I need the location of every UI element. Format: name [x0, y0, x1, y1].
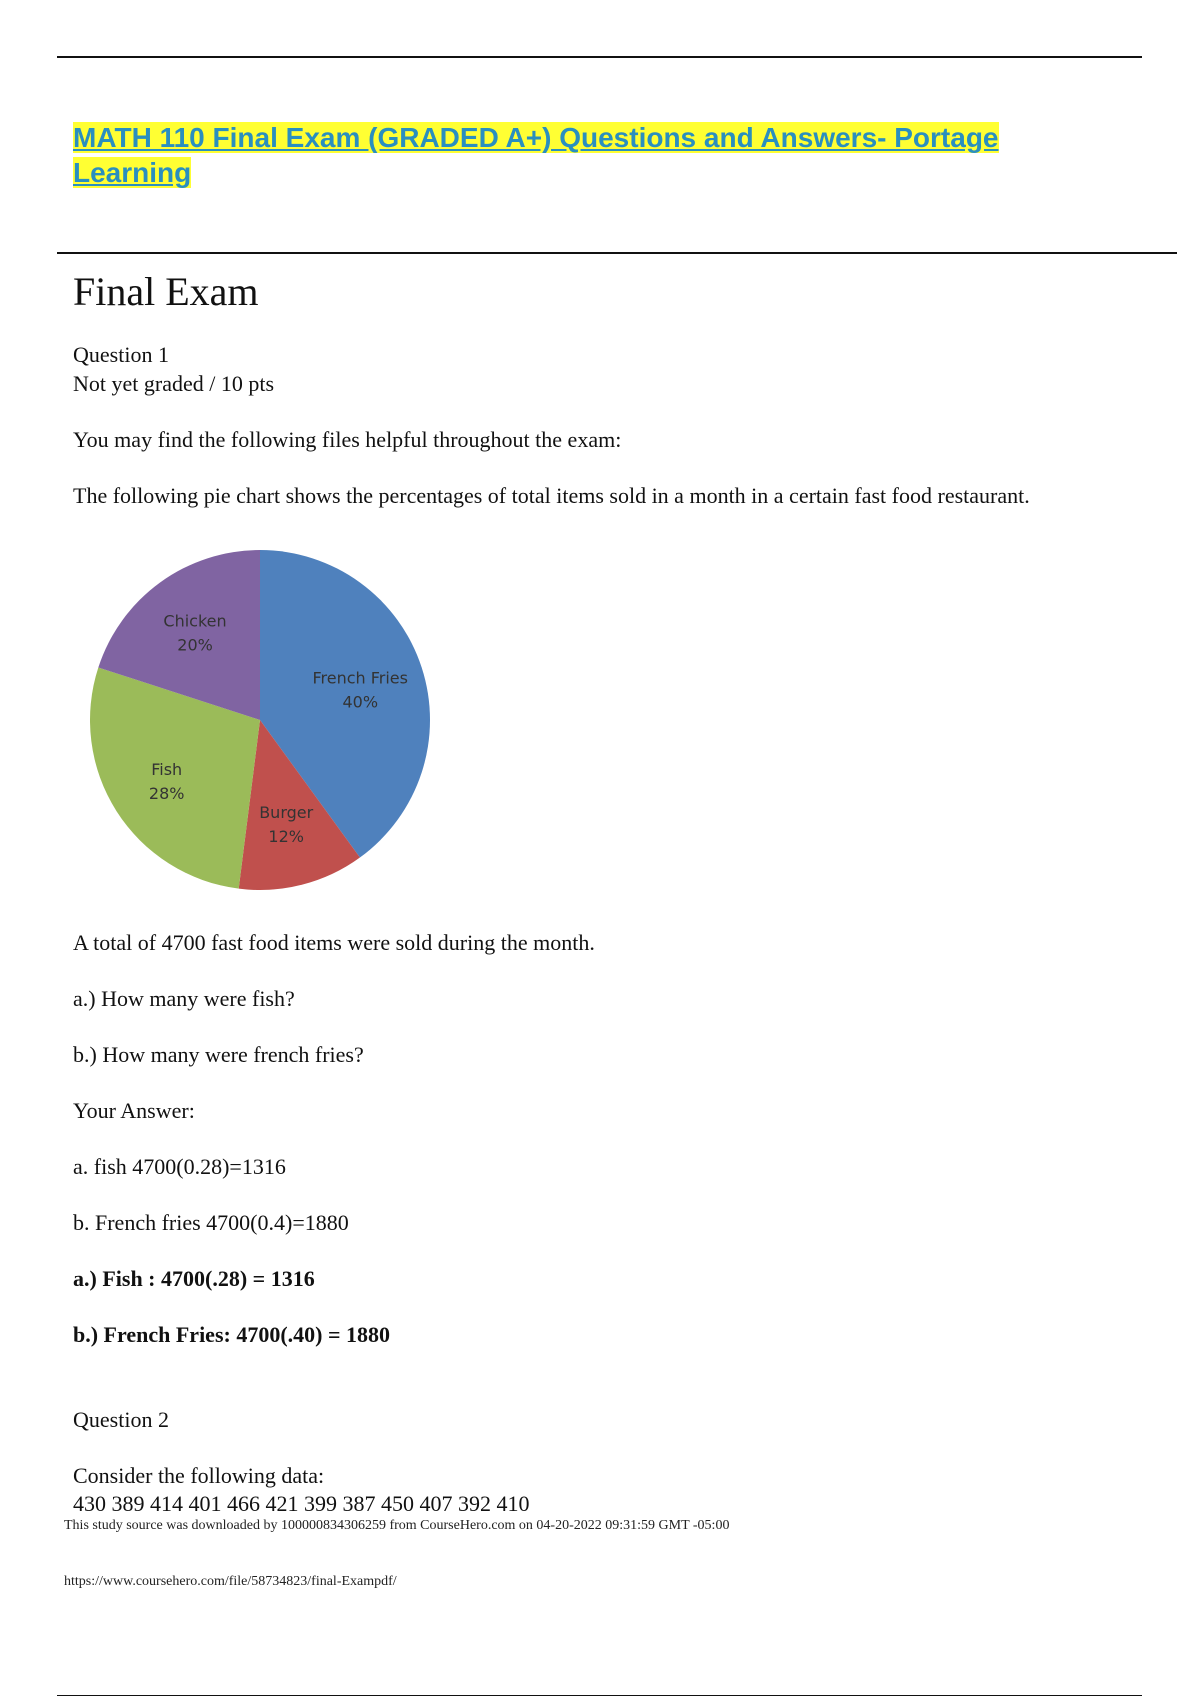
pie-label-chicken: Chicken — [163, 611, 227, 631]
answer-key-b: b.) French Fries: 4700(.40) = 1880 — [73, 1322, 391, 1347]
question-1-grade: Not yet graded / 10 pts — [73, 371, 275, 396]
pie-percent-burger: 12% — [268, 827, 304, 847]
question-2-prompt: Consider the following data: — [73, 1463, 325, 1488]
question-2-data: 430 389 414 401 466 421 399 387 450 407 392 410 — [73, 1491, 530, 1516]
page-heading: Final Exam — [73, 269, 259, 314]
header-divider — [57, 252, 1177, 254]
question-1-total: A total of 4700 fast food items were sold during the month. — [73, 930, 595, 955]
question-1-label: Question 1 — [73, 342, 169, 367]
pie-percent-french-fries: 40% — [342, 692, 379, 712]
pie-percent-fish: 28% — [148, 784, 185, 804]
question-1-prompt: The following pie chart shows the percentages of total items sold in a month in a certain fast food restaurant. — [73, 483, 1030, 508]
download-source-note: This study source was downloaded by 100000834306259 from CourseHero.com on 04-20-2022 09:31:59 GMT -05:00 — [64, 1518, 730, 1533]
your-answer-label: Your Answer: — [73, 1098, 195, 1123]
source-url[interactable]: https://www.coursehero.com/file/58734823/final-Exampdf/ — [64, 1574, 397, 1589]
question-1-intro: You may find the following files helpful throughout the exam: — [73, 427, 622, 452]
question-1-part-b: b.) How many were french fries? — [73, 1042, 364, 1067]
answer-b: b. French fries 4700(0.4)=1880 — [73, 1210, 349, 1235]
pie-label-fish: Fish — [151, 760, 183, 780]
pie-label-french-fries: French Fries — [312, 668, 408, 688]
top-rule — [57, 56, 1142, 58]
pie-percent-chicken: 20% — [177, 635, 213, 655]
document-title-text: MATH 110 Final Exam (GRADED A+) Questions and Answers- Portage Learning — [73, 122, 999, 188]
bottom-rule — [57, 1695, 1142, 1696]
document-title-link[interactable] — [73, 120, 1093, 190]
answer-a: a. fish 4700(0.28)=1316 — [73, 1154, 286, 1179]
pie-chart — [80, 540, 440, 900]
answer-key-a: a.) Fish : 4700(.28) = 1316 — [73, 1266, 315, 1291]
question-1-part-a: a.) How many were fish? — [73, 986, 295, 1011]
question-2-label: Question 2 — [73, 1407, 169, 1432]
pie-label-burger: Burger — [259, 803, 314, 823]
